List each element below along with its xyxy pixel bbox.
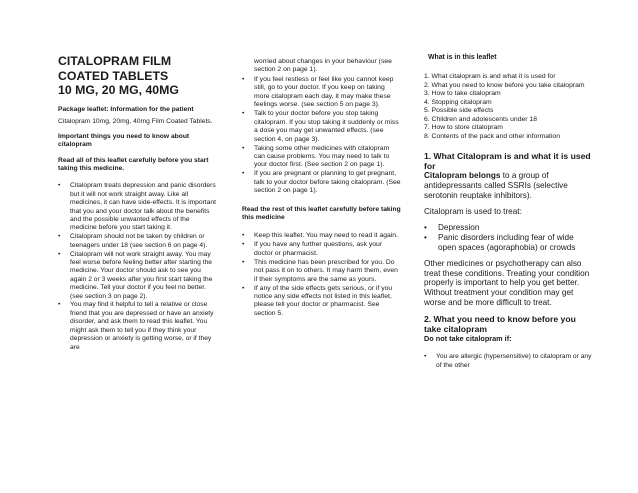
list-item: • Talk to your doctor before you stop taking citalopram. If you stop taking it suddenly or miss a dose you may get unwanted effects. (see section 4, on page 3).	[242, 110, 399, 143]
treat-list	[424, 223, 592, 253]
contents-item: 4. Stopping citalopram	[424, 98, 492, 106]
bullet-icon: •	[58, 182, 61, 190]
list-item: • Depression	[424, 222, 480, 232]
read-all-heading: Read all of this leaflet carefully before you start taking this medicine.	[58, 156, 209, 172]
list-item: • Citalopram treats depression and panic disorders but it will not work straight away. Like all medicines, it can have side-effects. It is important that you and your doctor talk about the benefits and the possible unwanted effects of the medicine before you start taking it.	[58, 182, 216, 232]
bullet-icon: •	[242, 232, 245, 240]
bullet-icon: •	[424, 353, 427, 361]
contents-item: 2. What you need to know before you take citalopram	[424, 81, 585, 89]
bullet-icon: •	[58, 233, 61, 241]
contents-item: 5. Possible side effects	[424, 107, 494, 115]
bullet-icon: •	[58, 250, 61, 258]
bullet-icon: •	[58, 301, 61, 309]
used-to-treat: Citalopram is used to treat:	[424, 207, 522, 217]
list-item: • You are allergic (hypersensitive) to citalopram or any of the other	[424, 353, 592, 369]
list-item: • This medicine has been prescribed for you. Do not pass it on to others. It may harm them, even if their symptoms are the same as yours.	[242, 258, 398, 283]
other-medicines-paragraph: Other medicines or psychotherapy can also treat these conditions. Treating your condition properly is important to help you get better. Without treatment your condition may get worse and be more difficult to treat.	[424, 258, 590, 308]
bullet-icon: •	[242, 110, 245, 118]
bullet-icon: •	[424, 232, 427, 242]
bullet-icon: •	[242, 241, 245, 249]
list-item: • If you have any further questions, ask your doctor or pharmacist.	[242, 241, 383, 257]
leaflet-advice-bullets	[242, 232, 402, 318]
contents-item: 6. Children and adolescents under 18	[424, 115, 537, 123]
important-heading: Important things you need to know about citalopram	[58, 133, 190, 149]
contents-item: 7. How to store citalopram	[424, 124, 503, 132]
title-line: 10 MG, 20 MG, 40MG	[58, 83, 179, 97]
column-middle	[242, 58, 402, 319]
list-item: • If you are pregnant or planning to get pregnant, talk to your doctor before taking citalopram. (See section 2 on page 1).	[242, 170, 401, 195]
bullet-icon: •	[242, 284, 245, 292]
column-right	[424, 54, 592, 370]
title-line: COATED TABLETS	[58, 68, 169, 83]
section-1-lead: Citalopram belongs to a group of antidepressants called SSRIs (selective serotonin reuptake inhibitors).	[424, 171, 568, 201]
list-item: • If you feel restless or feel like you cannot keep still, go to your doctor. If you keep on taking more citalopram each day, it may make these feelings worse. (see section 5 on page 3).	[242, 75, 394, 109]
list-item: • Citalopram will not work straight away. You may feel worse before feeling better after starting the medicine. Your doctor should ask to see you again 2 or 3 weeks after you first start taking the medicine. Tell your doctor if you feel no better. (see section 3 on page 2).	[58, 250, 213, 300]
read-rest-heading: Read the rest of this leaflet carefully before taking this medicine	[242, 205, 401, 222]
list-item: • Panic disorders including fear of wide open spaces (agoraphobia) or crowds	[424, 232, 576, 252]
package-leaflet-heading: Package leaflet: Information for the patient	[58, 105, 194, 113]
package-leaflet-body: Citalopram 10mg, 20mg, 40mg Film Coated Tablets.	[58, 117, 213, 125]
list-item: • You may find it helpful to tell a relative or close friend that you are depressed or have an anxiety disorder, and ask them to read this leaflet. You might ask them to tell you if they think your depression or anxiety is getting worse, or if they are	[58, 301, 214, 351]
list-item: • Keep this leaflet. You may need to read it again.	[242, 232, 398, 240]
continued-text: worried about changes in your behaviour (see section 2 on page 1).	[254, 58, 392, 74]
column-left	[58, 54, 218, 352]
contents-list	[424, 73, 592, 141]
contents-item: 1. What citalopram is and what it is used for	[424, 73, 556, 81]
warning-bullets	[242, 76, 402, 196]
bullet-icon: •	[242, 258, 245, 266]
bullet-icon: •	[242, 170, 245, 178]
bullet-icon: •	[424, 222, 427, 232]
list-item: • Taking some other medicines with citalopram can cause problems. You may need to talk to your doctor first. (See section 2 on page 1).	[242, 144, 390, 169]
document-title	[58, 54, 218, 98]
contents-heading: What is in this leaflet	[428, 54, 497, 61]
do-not-take-heading: Do not take citalopram if:	[424, 334, 512, 344]
bullet-icon: •	[242, 75, 245, 83]
contents-item: 3. How to take citalopram	[424, 90, 501, 98]
list-item: • Citalopram should not be taken by children or teenagers under 18 (see section 6 on page 4).	[58, 233, 208, 249]
title-line: CITALOPRAM FILM	[58, 54, 172, 68]
section-1-heading: 1. What Citalopram is and what it is used for	[424, 151, 591, 172]
do-not-take-list	[424, 353, 592, 370]
contents-item: 8. Contents of the pack and other information	[424, 132, 561, 140]
list-item: • If any of the side effects gets serious, or if you notice any side effects not listed in this leaflet, please tell your doctor or pharmacist. See section 5.	[242, 284, 393, 317]
section-2-heading: 2. What you need to know before you take citalopram	[424, 314, 576, 335]
important-bullets	[58, 182, 218, 352]
bullet-icon: •	[242, 144, 245, 152]
